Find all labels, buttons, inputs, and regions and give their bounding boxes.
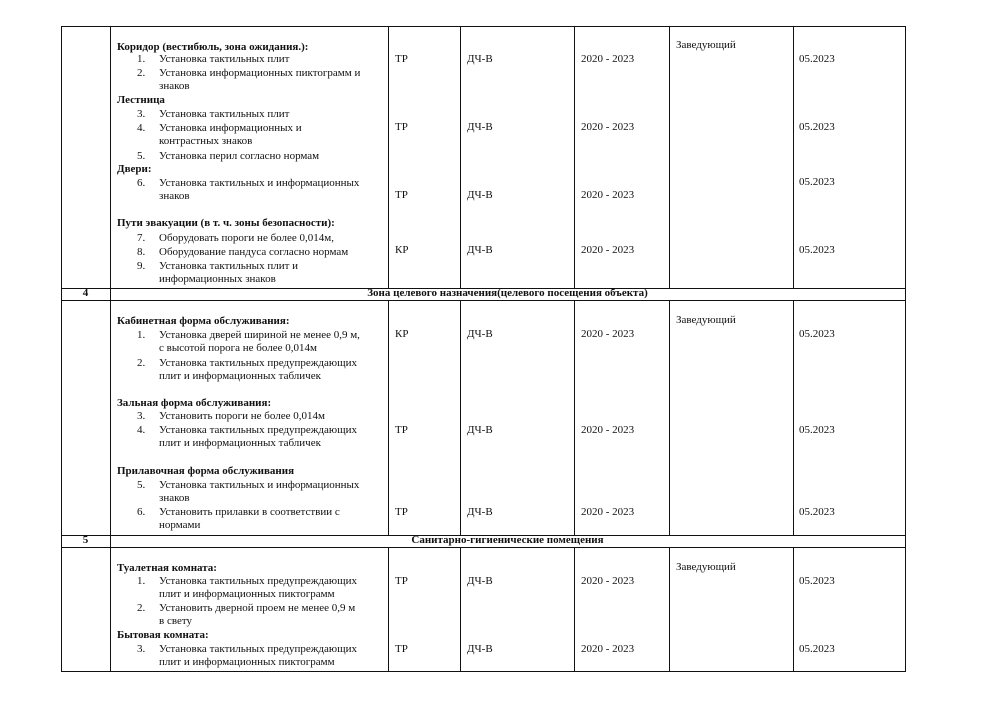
section-title: Санитарно-гигиенические помещения [411,534,604,546]
work-type: ТР [395,424,408,436]
item-text: Установка дверей шириной не менее 0,9 м, [159,329,360,341]
item-number: 6. [137,506,146,518]
column-border [905,535,906,547]
item-number: 5. [137,479,146,491]
work-form: ДЧ-В [467,643,493,655]
subheading: Пути эвакуации (в т. ч. зоны безопасности): [117,217,335,229]
responsible-person: Заведующий [676,314,736,326]
item-text: Установка тактильных предупреждающих [159,575,357,587]
item-text: Установка информационных пиктограмм и [159,67,361,79]
work-type: ТР [395,506,408,518]
work-type: КР [395,244,409,256]
item-text: Установка тактильных плит [159,108,290,120]
work-period: 2020 - 2023 [581,506,635,518]
work-period: 2020 - 2023 [581,424,635,436]
work-type: ТР [395,121,408,133]
completion-date: 05.2023 [799,575,835,587]
work-period: 2020 - 2023 [581,643,635,655]
subheading: Коридор (вестибюль, зона ожидания.): [117,41,309,53]
column-border [793,547,794,671]
work-form: ДЧ-В [467,424,493,436]
column-border [61,26,62,288]
column-border [905,26,906,288]
item-text-continued: контрастных знаков [159,135,253,147]
work-type: ТР [395,575,408,587]
subheading: Зальная форма обслуживания: [117,397,272,409]
subheading: Туалетная комната: [117,562,217,574]
work-form: ДЧ-В [467,575,493,587]
column-border [388,547,389,671]
column-border [793,300,794,535]
item-number: 5. [137,150,146,162]
item-text: Установка перил согласно нормам [159,150,320,162]
item-text: Установка информационных и [159,122,302,134]
completion-date: 05.2023 [799,328,835,340]
completion-date: 05.2023 [799,176,835,188]
work-period: 2020 - 2023 [581,121,635,133]
subheading: Бытовая комната: [117,629,209,641]
column-border [574,300,575,535]
completion-date: 05.2023 [799,53,835,65]
item-text-continued: плит и информационных табличек [159,437,321,449]
item-text: Установить дверной проем не менее 0,9 м [159,602,356,614]
completion-date: 05.2023 [799,244,835,256]
item-number: 4. [137,424,146,436]
table-bottom-border [61,671,906,672]
completion-date: 05.2023 [799,121,835,133]
item-number: 1. [137,329,146,341]
item-text-continued: плит и информационных пиктограмм [159,588,335,600]
work-form: ДЧ-В [467,244,493,256]
work-form: ДЧ-В [467,328,493,340]
column-border [61,547,62,671]
column-border [388,26,389,288]
column-border [905,288,906,300]
work-period: 2020 - 2023 [581,53,635,65]
item-number: 2. [137,357,146,369]
item-number: 4. [137,122,146,134]
column-border [460,547,461,671]
item-text-continued: нормами [159,519,201,531]
column-border [110,26,111,288]
work-type: ТР [395,53,408,65]
row-border [61,547,906,548]
column-border [110,288,111,300]
item-text: Установить прилавки в соответствии с [159,506,340,518]
item-text: Установка тактильных плит и [159,260,299,272]
item-text-continued: в свету [159,615,192,627]
subheading: Лестница [117,94,165,106]
item-text: Установка тактильных предупреждающих [159,424,357,436]
item-text: Установка тактильных плит [159,53,290,65]
work-period: 2020 - 2023 [581,328,635,340]
item-text: Установка тактильных предупреждающих [159,643,357,655]
item-text: Оборудование пандуса согласно нормам [159,246,349,258]
column-border [574,26,575,288]
item-text: Установка тактильных и информационных [159,177,360,189]
column-border [669,26,670,288]
column-border [793,26,794,288]
column-border [669,300,670,535]
section-title: Зона целевого назначения(целевого посещения объекта) [367,287,648,299]
item-text-continued: знаков [159,190,190,202]
item-number: 1. [137,575,146,587]
column-border [460,26,461,288]
column-border [110,535,111,547]
table-top-border [61,26,906,27]
item-text-continued: знаков [159,492,190,504]
column-border [905,547,906,671]
item-number: 2. [137,67,146,79]
item-number: 7. [137,232,146,244]
item-number: 8. [137,246,146,258]
column-border [110,547,111,671]
column-border [388,300,389,535]
item-text: Оборудовать пороги не более 0,014м, [159,232,334,244]
item-text: Установить пороги не более 0,014м [159,410,325,422]
subheading: Кабинетная форма обслуживания: [117,315,290,327]
item-text-continued: с высотой порога не более 0,014м [159,342,317,354]
item-number: 6. [137,177,146,189]
work-period: 2020 - 2023 [581,189,635,201]
item-text-continued: плит и информационных пиктограмм [159,656,335,668]
work-type: ТР [395,189,408,201]
item-number: 3. [137,410,146,422]
work-form: ДЧ-В [467,53,493,65]
responsible-person: Заведующий [676,39,736,51]
item-number: 3. [137,108,146,120]
item-number: 9. [137,260,146,272]
column-border [574,547,575,671]
item-text-continued: знаков [159,80,190,92]
subheading: Двери: [117,163,152,175]
item-text: Установка тактильных и информационных [159,479,360,491]
work-form: ДЧ-В [467,506,493,518]
item-number: 1. [137,53,146,65]
column-border [669,547,670,671]
item-number: 3. [137,643,146,655]
column-border [61,535,62,547]
row-border [61,300,906,301]
work-type: ТР [395,643,408,655]
column-border [61,300,62,535]
completion-date: 05.2023 [799,643,835,655]
column-border [61,288,62,300]
work-form: ДЧ-В [467,121,493,133]
item-text-continued: плит и информационных табличек [159,370,321,382]
work-form: ДЧ-В [467,189,493,201]
section-number: 5 [82,534,89,546]
completion-date: 05.2023 [799,424,835,436]
work-period: 2020 - 2023 [581,244,635,256]
subheading: Прилавочная форма обслуживания [117,465,295,477]
responsible-person: Заведующий [676,561,736,573]
column-border [110,300,111,535]
item-text-continued: информационных знаков [159,273,276,285]
work-type: КР [395,328,409,340]
item-text: Установка тактильных предупреждающих [159,357,357,369]
column-border [905,300,906,535]
work-period: 2020 - 2023 [581,575,635,587]
column-border [460,300,461,535]
item-number: 2. [137,602,146,614]
completion-date: 05.2023 [799,506,835,518]
section-number: 4 [82,287,89,299]
